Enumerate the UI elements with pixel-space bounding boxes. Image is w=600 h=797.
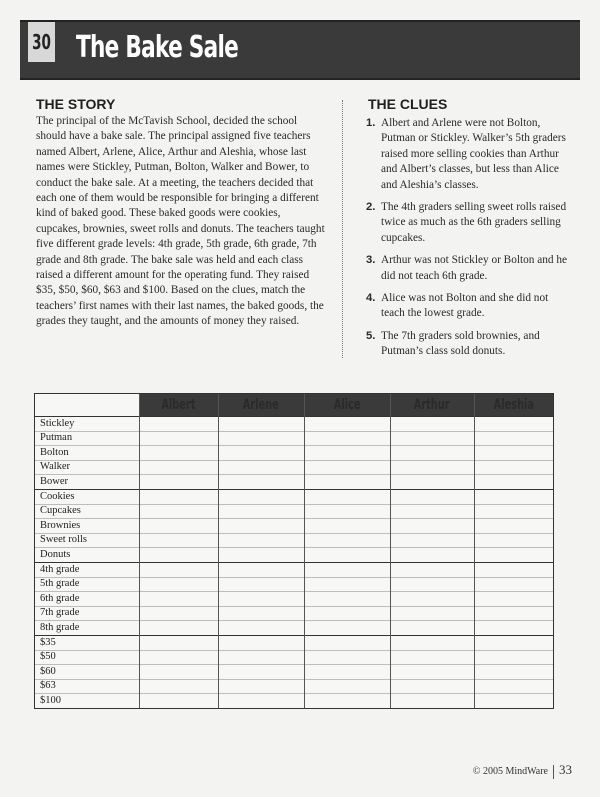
grid-row-label: Stickley	[40, 417, 75, 429]
grid-cell[interactable]	[139, 533, 218, 548]
grid-row-label: $100	[40, 694, 61, 706]
grid-cell[interactable]	[218, 606, 304, 621]
grid-cell[interactable]	[390, 445, 474, 460]
grid-cell[interactable]	[474, 431, 553, 446]
grid-cell[interactable]	[304, 650, 390, 665]
clue-text: The 4th graders selling sweet rolls raised twice as much as the 6th graders selling cupcakes.	[381, 201, 567, 244]
clue-item	[366, 116, 571, 193]
grid-cell[interactable]	[304, 577, 390, 592]
grid-cell[interactable]	[474, 620, 553, 635]
clue-item	[366, 329, 571, 360]
grid-cell[interactable]	[218, 416, 304, 431]
grid-cell[interactable]	[390, 474, 474, 489]
grid-cell[interactable]	[390, 460, 474, 475]
grid-col-line	[139, 394, 140, 708]
grid-row-label: $63	[40, 680, 56, 692]
grid-cell[interactable]	[474, 445, 553, 460]
grid-cell[interactable]	[218, 577, 304, 592]
grid-cell[interactable]	[139, 562, 218, 577]
grid-cell[interactable]	[304, 679, 390, 694]
grid-cell[interactable]	[474, 664, 553, 679]
grid-cell[interactable]	[139, 620, 218, 635]
grid-row-label: Cupcakes	[40, 505, 81, 517]
grid-cell[interactable]	[139, 460, 218, 475]
grid-cell[interactable]	[218, 533, 304, 548]
grid-cell[interactable]	[390, 562, 474, 577]
story-text: The principal of the McTavish School, decided the school should have a bake sale. The principal assigned five teachers named Albert, Arlene, Alice, Arthur and Aleshia, whose last names were Stickley, Putman, Bolton, Walker and Bower, to conduct the bake sale. At a meeting, the teachers decided that each one of them would be responsible for bringing a different kind of baked good. These baked goods were cookies, cupcakes, brownies, sweet rolls and donuts. The teachers taught five different grade levels: 4th grade, 5th grade, 6th grade, 7th grade and 8th grade. The bake sale was held and each class raised a different amount for the operating fund. They raised $35, $50, $60, $63 and $100. Based on the clues, match the teachers’ first names with their last names, the baked goods, the grades they taught, and the amounts of money they raised.	[36, 115, 325, 328]
clue-number: 3.	[366, 254, 376, 267]
grid-cell[interactable]	[304, 518, 390, 533]
grid-cell[interactable]	[139, 504, 218, 519]
grid-cell[interactable]	[304, 504, 390, 519]
grid-cell[interactable]	[390, 693, 474, 708]
grid-row-label: Cookies	[40, 490, 75, 502]
clue-text: Arthur was not Stickley or Bolton and he did not teach 6th grade.	[381, 254, 568, 282]
grid-cell[interactable]	[390, 606, 474, 621]
grid-cell[interactable]	[218, 562, 304, 577]
grid-row-label: 5th grade	[40, 578, 80, 590]
grid-cell[interactable]	[390, 489, 474, 504]
grid-cell[interactable]	[304, 664, 390, 679]
grid-row-label: Donuts	[40, 548, 71, 560]
grid-cell[interactable]	[474, 577, 553, 592]
clue-number: 4.	[366, 292, 376, 305]
grid-cell[interactable]	[139, 489, 218, 504]
copyright: © 2005 MindWare	[472, 766, 548, 777]
grid-row-label: $50	[40, 651, 56, 663]
grid-cell[interactable]	[474, 489, 553, 504]
grid-cell[interactable]	[139, 518, 218, 533]
grid-cell[interactable]	[390, 533, 474, 548]
grid-cell[interactable]	[304, 445, 390, 460]
grid-cell[interactable]	[474, 460, 553, 475]
grid-cell[interactable]	[390, 577, 474, 592]
column-divider	[342, 100, 343, 358]
grid-cell[interactable]	[218, 445, 304, 460]
grid-row-label: $60	[40, 665, 56, 677]
grid-cell[interactable]	[304, 591, 390, 606]
grid-row-label: $35	[40, 636, 56, 648]
page-footer	[473, 762, 572, 779]
grid-col-line	[218, 394, 219, 708]
grid-cell[interactable]	[218, 431, 304, 446]
grid-cell[interactable]	[139, 679, 218, 694]
grid-cell[interactable]	[304, 460, 390, 475]
grid-cell[interactable]	[218, 679, 304, 694]
grid-cell[interactable]	[218, 650, 304, 665]
story-heading: THE STORY	[36, 96, 116, 112]
grid-cell[interactable]	[139, 416, 218, 431]
grid-row-label: 4th grade	[40, 563, 80, 575]
grid-cell[interactable]	[390, 620, 474, 635]
clues-list	[366, 116, 571, 367]
grid-cell[interactable]	[474, 635, 553, 650]
grid-col-alice: Alice	[333, 397, 361, 413]
grid-cell[interactable]	[139, 693, 218, 708]
grid-cell[interactable]	[390, 650, 474, 665]
grid-cell[interactable]	[304, 606, 390, 621]
grid-cell[interactable]	[218, 635, 304, 650]
grid-row-label: Sweet rolls	[40, 534, 87, 546]
grid-cell[interactable]	[474, 650, 553, 665]
grid-cell[interactable]	[474, 562, 553, 577]
grid-cell[interactable]	[304, 693, 390, 708]
grid-col-aleshia: Aleshia	[493, 397, 534, 413]
page-title: The Bake Sale	[76, 30, 239, 65]
grid-cell[interactable]	[139, 635, 218, 650]
grid-cell[interactable]	[390, 679, 474, 694]
grid-cell[interactable]	[139, 591, 218, 606]
logic-grid	[34, 393, 554, 709]
grid-col-line	[474, 394, 475, 708]
grid-cell[interactable]	[304, 620, 390, 635]
grid-row-label: 6th grade	[40, 592, 80, 604]
grid-cell[interactable]	[218, 460, 304, 475]
grid-cell[interactable]	[390, 518, 474, 533]
grid-cell[interactable]	[139, 445, 218, 460]
grid-cell[interactable]	[474, 416, 553, 431]
grid-row-label: Bower	[40, 475, 68, 487]
page-number: 33	[559, 762, 572, 777]
grid-cell[interactable]	[218, 547, 304, 562]
story-text-block	[36, 114, 326, 330]
grid-cell[interactable]	[390, 591, 474, 606]
puzzle-number: 30	[28, 22, 55, 62]
grid-row-label: Putman	[40, 432, 73, 444]
grid-cell[interactable]	[218, 620, 304, 635]
grid-cell[interactable]	[474, 693, 553, 708]
grid-cell[interactable]	[474, 547, 553, 562]
grid-col-line	[304, 394, 305, 708]
grid-cell[interactable]	[139, 474, 218, 489]
grid-cell[interactable]	[139, 664, 218, 679]
grid-cell[interactable]	[474, 504, 553, 519]
clue-item	[366, 253, 571, 284]
grid-cell[interactable]	[139, 431, 218, 446]
grid-cell[interactable]	[304, 547, 390, 562]
grid-row-label: 7th grade	[40, 607, 80, 619]
grid-cell[interactable]	[218, 591, 304, 606]
grid-cell[interactable]	[390, 504, 474, 519]
grid-cell[interactable]	[139, 650, 218, 665]
grid-cell[interactable]	[474, 591, 553, 606]
clue-item	[366, 200, 571, 246]
grid-cell[interactable]	[139, 577, 218, 592]
grid-cell[interactable]	[474, 474, 553, 489]
grid-cell[interactable]	[474, 533, 553, 548]
clue-number: 5.	[366, 329, 376, 342]
grid-cell[interactable]	[304, 474, 390, 489]
grid-col-arthur: Arthur	[414, 397, 450, 413]
grid-cell[interactable]	[218, 474, 304, 489]
grid-col-albert: Albert	[161, 397, 196, 413]
clue-number: 2.	[366, 201, 376, 214]
clue-number: 1.	[366, 117, 376, 129]
grid-cell[interactable]	[304, 562, 390, 577]
grid-cell[interactable]	[218, 518, 304, 533]
grid-cell[interactable]	[474, 679, 553, 694]
grid-cell[interactable]	[218, 693, 304, 708]
grid-cell[interactable]	[304, 489, 390, 504]
clue-text: The 7th graders sold brownies, and Putman’s class sold donuts.	[381, 329, 540, 358]
grid-cell[interactable]	[474, 606, 553, 621]
grid-cell[interactable]	[390, 547, 474, 562]
grid-cell[interactable]	[218, 504, 304, 519]
clues-heading: THE CLUES	[368, 96, 448, 112]
grid-row-label: Brownies	[40, 519, 81, 531]
grid-col-arlene: Arlene	[242, 397, 280, 413]
grid-cell[interactable]	[139, 547, 218, 562]
grid-cell[interactable]	[304, 431, 390, 446]
grid-cell[interactable]	[139, 606, 218, 621]
clue-text: Alice was not Bolton and she did not teach the lowest grade.	[381, 292, 549, 320]
grid-col-line	[390, 394, 391, 708]
grid-cell[interactable]	[390, 664, 474, 679]
grid-cell[interactable]	[304, 416, 390, 431]
grid-cell[interactable]	[304, 533, 390, 548]
grid-cell[interactable]	[218, 664, 304, 679]
grid-cell[interactable]	[304, 635, 390, 650]
clue-item	[366, 291, 571, 322]
clue-text: Albert and Arlene were not Bolton, Putman or Stickley. Walker’s 5th graders raised more selling cookies than Arthur and Albert’s classes, but less than Alice and Aleshia’s classes.	[381, 117, 566, 191]
grid-cell[interactable]	[390, 431, 474, 446]
grid-cell[interactable]	[474, 518, 553, 533]
grid-row-label: Bolton	[40, 446, 69, 458]
grid-row-label: 8th grade	[40, 621, 80, 633]
grid-cell[interactable]	[390, 416, 474, 431]
grid-cell[interactable]	[390, 635, 474, 650]
grid-row-label: Walker	[40, 461, 71, 473]
grid-cell[interactable]	[218, 489, 304, 504]
